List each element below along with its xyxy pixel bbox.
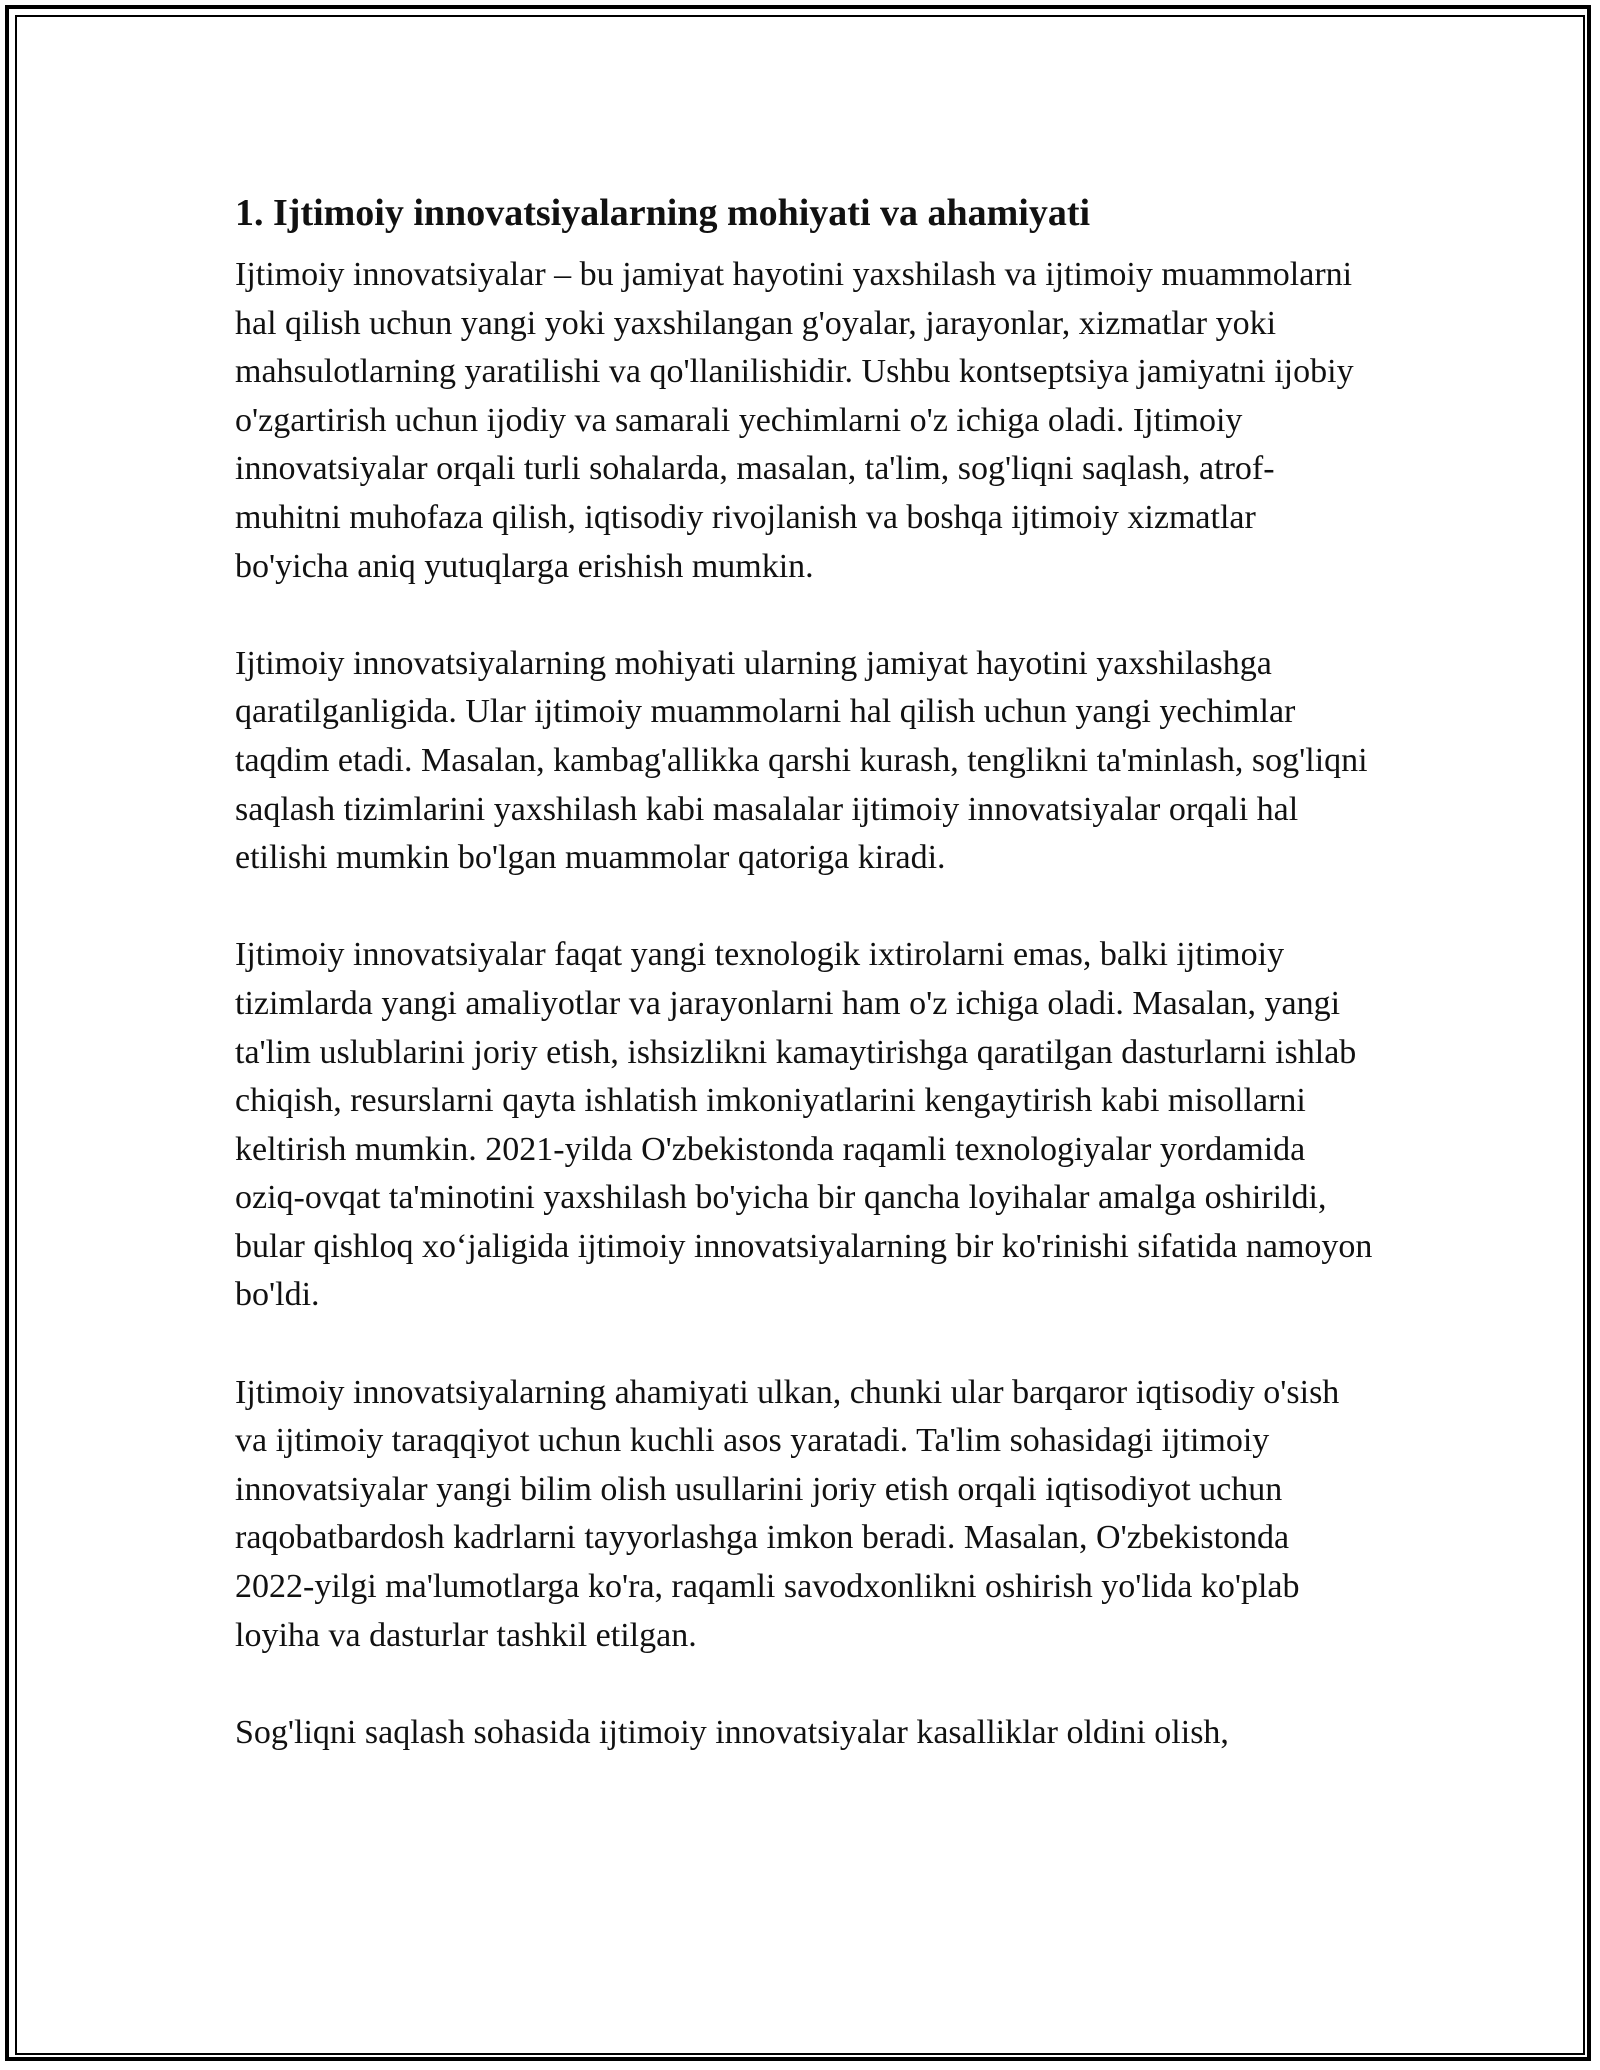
paragraph-5: Sog'liqni saqlash sohasida ijtimoiy innovatsiyalar kasalliklar oldini olish, [235,1713,1229,1751]
document-body [235,185,1375,1806]
paragraph-4: Ijtimoiy innovatsiyalarning ahamiyati ulkan, chunki ular barqaror iqtisodiy o'sish va ijtimoiy taraqqiyot uchun kuchli asos yaratadi. Ta'lim sohasidagi ijtimoiy innovatsiyalar yangi bilim olish usullarini joriy etish orqali iqtisodiyot uchun raqobatbardosh kadrlarni tayyorlashga imkon beradi. Masalan, O'zbekistonda 2022-yilgi ma'lumotlarga ko'ra, raqamli savodxonlikni oshirish yo'lida ko'plab loyiha va dasturlar tashkil etilgan. [235,1373,1340,1654]
section-heading: 1. Ijtimoiy innovatsiyalarning mohiyati va ahamiyati [235,192,1091,234]
paragraph-2: Ijtimoiy innovatsiyalarning mohiyati ularning jamiyat hayotini yaxshilashga qaratilganligida. Ular ijtimoiy muammolarni hal qilish uchun yangi yechimlar taqdim etadi. Masalan, kambag'allikka qarshi kurash, tenglikni ta'minlash, sog'liqni saqlash tizimlarini yaxshilash kabi masalalar ijtimoiy innovatsiyalar orqali hal etilishi mumkin bo'lgan muammolar qatoriga kiradi. [235,644,1368,877]
paragraph-1: Ijtimoiy innovatsiyalar – bu jamiyat hayotini yaxshilash va ijtimoiy muammolarni hal qilish uchun yangi yoki yaxshilangan g'oyalar, jarayonlar, xizmatlar yoki mahsulotlarning yaratilishi va qo'llanilishidir. Ushbu kontseptsiya jamiyatni ijobiy o'zgartirish uchun ijodiy va samarali yechimlarni o'z ichiga oladi. Ijtimoiy innovatsiyalar orqali turli sohalarda, masalan, ta'lim, sog'liqni saqlash, atrof-muhitni muhofaza qilish, iqtisodiy rivojlanish va boshqa ijtimoiy xizmatlar bo'yicha aniq yutuqlarga erishish mumkin. [235,256,1354,585]
paragraph-3: Ijtimoiy innovatsiyalar faqat yangi texnologik ixtirolarni emas, balki ijtimoiy tizimlarda yangi amaliyotlar va jarayonlarni ham o'z ichiga oladi. Masalan, yangi ta'lim uslublarini joriy etish, ishsizlikni kamaytirishga qaratilgan dasturlarni ishlab chiqish, resurslarni qayta ishlatish imkoniyatlarini kengaytirish kabi misollarni keltirish mumkin. 2021-yilda O'zbekistonda raqamli texnologiyalar yordamida oziq-ovqat ta'minotini yaxshilash bo'yicha bir qancha loyihalar amalga oshirildi, bular qishloq xo‘jaligida ijtimoiy innovatsiyalarning bir ko'rinishi sifatida namoyon bo'ldi. [235,936,1373,1314]
